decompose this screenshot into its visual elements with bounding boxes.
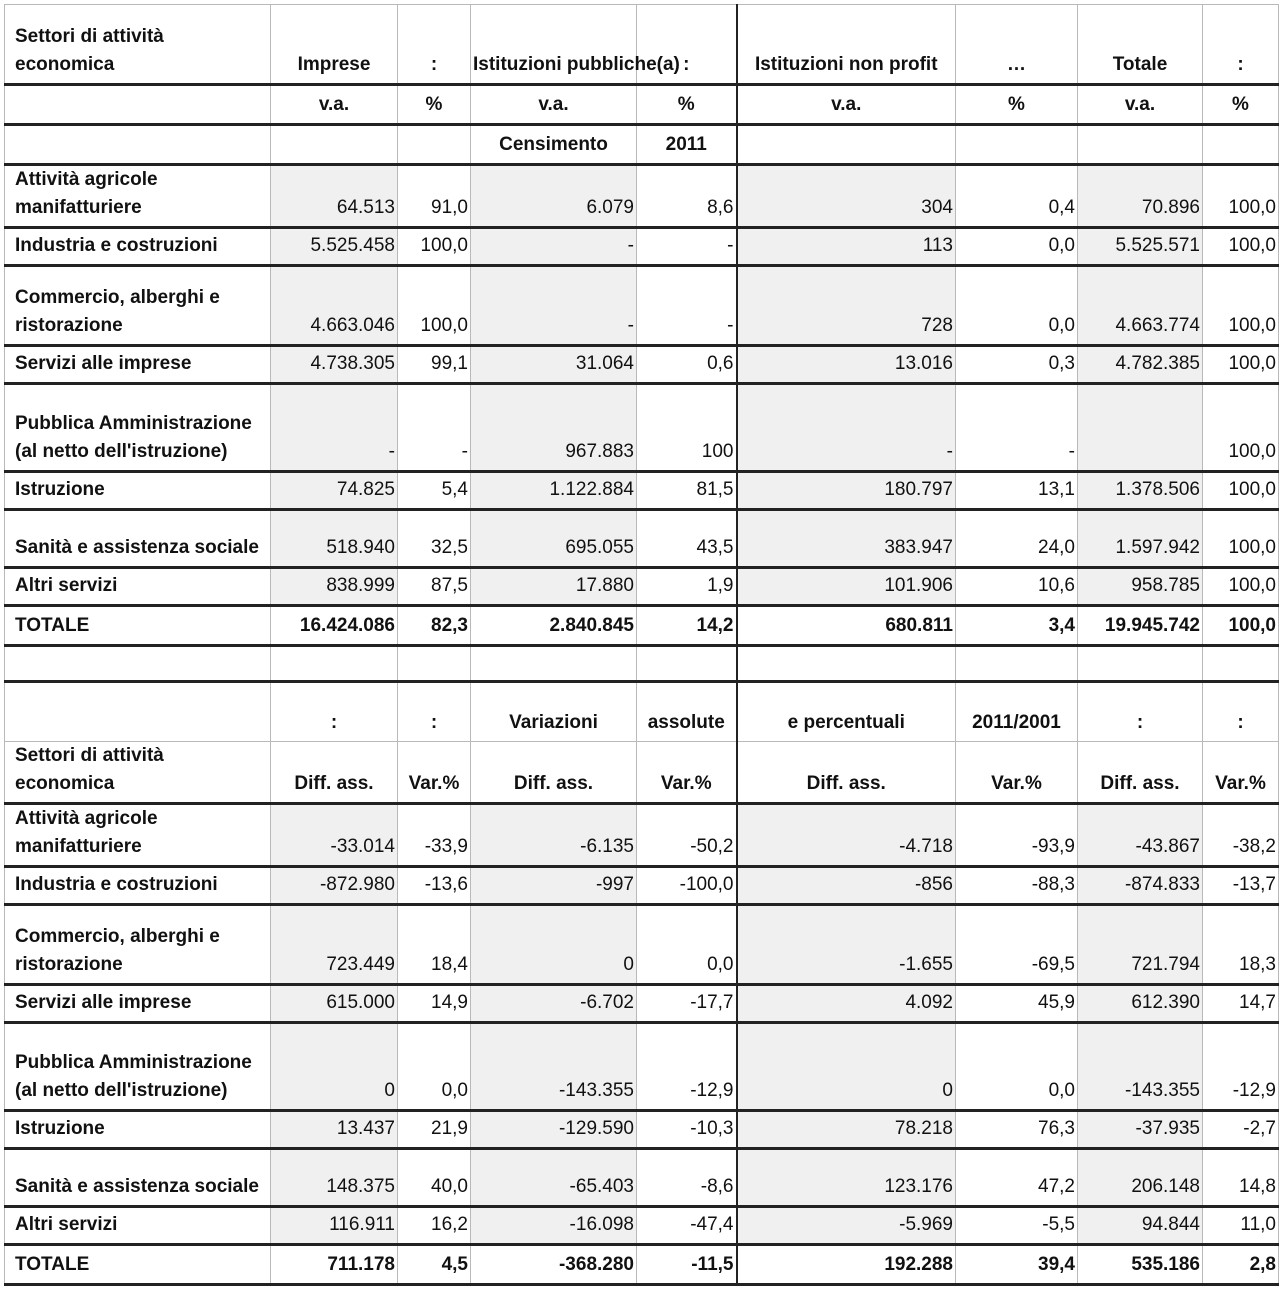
header-cell: % <box>637 85 737 125</box>
value-cell: 100,0 <box>398 228 471 266</box>
value-cell: -17,7 <box>637 985 737 1023</box>
value-cell: 721.794 <box>1078 905 1203 985</box>
row-label: Attività agricole manifatturiere <box>5 804 271 867</box>
row-label: Servizi alle imprese <box>5 985 271 1023</box>
value-cell: 94.844 <box>1078 1207 1203 1245</box>
value-cell: -5,5 <box>956 1207 1078 1245</box>
table-row <box>5 165 1279 228</box>
header-label-cell <box>5 125 271 165</box>
table-row <box>5 985 1279 1023</box>
value-cell: -11,5 <box>637 1245 737 1285</box>
value-cell: 13.437 <box>271 1111 398 1149</box>
header-cell: v.a. <box>1078 85 1203 125</box>
value-cell: -50,2 <box>637 804 737 867</box>
header-cell: Imprese <box>271 5 398 85</box>
value-cell: 695.055 <box>471 510 637 568</box>
value-cell: 0 <box>271 1023 398 1111</box>
value-cell: 45,9 <box>956 985 1078 1023</box>
value-cell: -143.355 <box>1078 1023 1203 1111</box>
value-cell: 16.424.086 <box>271 606 398 646</box>
value-cell: 74.825 <box>271 472 398 510</box>
value-cell: 82,3 <box>398 606 471 646</box>
value-cell: 99,1 <box>398 346 471 384</box>
value-cell: -69,5 <box>956 905 1078 985</box>
table-body <box>5 5 1279 1285</box>
header-cell: : <box>1203 5 1279 85</box>
value-cell: -872.980 <box>271 867 398 905</box>
value-cell: 17.880 <box>471 568 637 606</box>
value-cell: 100,0 <box>1203 228 1279 266</box>
value-cell: 304 <box>737 165 956 228</box>
value-cell: 100,0 <box>398 266 471 346</box>
value-cell: 5.525.458 <box>271 228 398 266</box>
empty-cell <box>471 646 637 682</box>
header-cell: Diff. ass. <box>271 742 398 804</box>
row-label: Industria e costruzioni <box>5 228 271 266</box>
value-cell: 0 <box>471 905 637 985</box>
empty-cell <box>1078 646 1203 682</box>
value-cell: 4.782.385 <box>1078 346 1203 384</box>
value-cell: 0,4 <box>956 165 1078 228</box>
value-cell: 16,2 <box>398 1207 471 1245</box>
value-cell: -856 <box>737 867 956 905</box>
header-cell: assolute <box>637 682 737 742</box>
table-row <box>5 905 1279 985</box>
row-label: TOTALE <box>5 606 271 646</box>
value-cell: 0,3 <box>956 346 1078 384</box>
value-cell: -37.935 <box>1078 1111 1203 1149</box>
value-cell: 711.178 <box>271 1245 398 1285</box>
value-cell: 838.999 <box>271 568 398 606</box>
value-cell: 40,0 <box>398 1149 471 1207</box>
value-cell: 91,0 <box>398 165 471 228</box>
value-cell: 100,0 <box>1203 384 1279 472</box>
row-label: Commercio, alberghi e ristorazione <box>5 266 271 346</box>
value-cell: 0 <box>737 1023 956 1111</box>
value-cell <box>1078 384 1203 472</box>
value-cell: 2.840.845 <box>471 606 637 646</box>
value-cell: 383.947 <box>737 510 956 568</box>
value-cell: -16.098 <box>471 1207 637 1245</box>
table-row <box>5 1023 1279 1111</box>
value-cell: 180.797 <box>737 472 956 510</box>
value-cell: 14,8 <box>1203 1149 1279 1207</box>
header-cell <box>956 125 1078 165</box>
value-cell: 3,4 <box>956 606 1078 646</box>
value-cell: 0,0 <box>956 228 1078 266</box>
value-cell: 100,0 <box>1203 346 1279 384</box>
row-label: Pubblica Amministrazione (al netto dell'istruzione) <box>5 384 271 472</box>
total-row <box>5 606 1279 646</box>
value-cell: -12,9 <box>637 1023 737 1111</box>
value-cell: 43,5 <box>637 510 737 568</box>
row-label: Industria e costruzioni <box>5 867 271 905</box>
value-cell: 39,4 <box>956 1245 1078 1285</box>
value-cell: - <box>637 228 737 266</box>
value-cell: -6.135 <box>471 804 637 867</box>
value-cell: -997 <box>471 867 637 905</box>
row-label: Altri servizi <box>5 1207 271 1245</box>
value-cell: 14,2 <box>637 606 737 646</box>
row-label: Istruzione <box>5 472 271 510</box>
value-cell: 19.945.742 <box>1078 606 1203 646</box>
value-cell: 206.148 <box>1078 1149 1203 1207</box>
header-cell: % <box>398 85 471 125</box>
value-cell: 680.811 <box>737 606 956 646</box>
value-cell: 5,4 <box>398 472 471 510</box>
table-row <box>5 472 1279 510</box>
value-cell: 4,5 <box>398 1245 471 1285</box>
header-cell: Var.% <box>956 742 1078 804</box>
value-cell: 100 <box>637 384 737 472</box>
header-cell: 2011/2001 <box>956 682 1078 742</box>
value-cell: 100,0 <box>1203 606 1279 646</box>
value-cell: 0,0 <box>637 905 737 985</box>
value-cell: 76,3 <box>956 1111 1078 1149</box>
header-cell: 2011 <box>637 125 737 165</box>
header-cell: Diff. ass. <box>1078 742 1203 804</box>
value-cell: 1.597.942 <box>1078 510 1203 568</box>
value-cell: 1.378.506 <box>1078 472 1203 510</box>
value-cell: 24,0 <box>956 510 1078 568</box>
row-label: Pubblica Amministrazione (al netto dell'istruzione) <box>5 1023 271 1111</box>
value-cell: 13,1 <box>956 472 1078 510</box>
value-cell: -100,0 <box>637 867 737 905</box>
value-cell: -10,3 <box>637 1111 737 1149</box>
value-cell: -143.355 <box>471 1023 637 1111</box>
header-cell <box>1078 125 1203 165</box>
table-row <box>5 1111 1279 1149</box>
header-row <box>5 742 1279 804</box>
table-row <box>5 1207 1279 1245</box>
value-cell: 101.906 <box>737 568 956 606</box>
header-cell: % <box>1203 85 1279 125</box>
value-cell: 100,0 <box>1203 165 1279 228</box>
value-cell: 4.738.305 <box>271 346 398 384</box>
header-cell: : <box>398 5 471 85</box>
header-row <box>5 125 1279 165</box>
value-cell: 0,6 <box>637 346 737 384</box>
header-label-cell: Settori di attività economica <box>5 5 271 85</box>
row-label: Sanità e assistenza sociale <box>5 510 271 568</box>
header-cell: % <box>956 85 1078 125</box>
header-cell: v.a. <box>271 85 398 125</box>
value-cell: 64.513 <box>271 165 398 228</box>
value-cell: 18,3 <box>1203 905 1279 985</box>
header-cell: Var.% <box>1203 742 1279 804</box>
header-row <box>5 5 1279 85</box>
value-cell: -33,9 <box>398 804 471 867</box>
header-cell <box>1203 125 1279 165</box>
table-row <box>5 228 1279 266</box>
value-cell: -8,6 <box>637 1149 737 1207</box>
value-cell: 967.883 <box>471 384 637 472</box>
header-cell: Totale <box>1078 5 1203 85</box>
value-cell: 728 <box>737 266 956 346</box>
value-cell: 518.940 <box>271 510 398 568</box>
empty-cell <box>956 646 1078 682</box>
value-cell: 148.375 <box>271 1149 398 1207</box>
header-cell: Censimento <box>471 125 637 165</box>
value-cell: 10,6 <box>956 568 1078 606</box>
header-cell: : <box>271 682 398 742</box>
value-cell: 2,8 <box>1203 1245 1279 1285</box>
value-cell: - <box>637 266 737 346</box>
value-cell: -2,7 <box>1203 1111 1279 1149</box>
header-cell: Diff. ass. <box>471 742 637 804</box>
value-cell: 6.079 <box>471 165 637 228</box>
value-cell: -33.014 <box>271 804 398 867</box>
total-row <box>5 1245 1279 1285</box>
row-label: Commercio, alberghi e ristorazione <box>5 905 271 985</box>
value-cell: - <box>737 384 956 472</box>
value-cell: 81,5 <box>637 472 737 510</box>
value-cell: 1,9 <box>637 568 737 606</box>
header-cell: : <box>637 5 737 85</box>
value-cell: 113 <box>737 228 956 266</box>
header-row <box>5 85 1279 125</box>
value-cell: 100,0 <box>1203 568 1279 606</box>
header-label-cell: Settori di attività economica <box>5 742 271 804</box>
value-cell: - <box>398 384 471 472</box>
value-cell: 958.785 <box>1078 568 1203 606</box>
value-cell: 100,0 <box>1203 510 1279 568</box>
empty-cell <box>398 646 471 682</box>
empty-cell <box>737 646 956 682</box>
table-row <box>5 568 1279 606</box>
value-cell: -368.280 <box>471 1245 637 1285</box>
value-cell: 13.016 <box>737 346 956 384</box>
header-label-cell <box>5 682 271 742</box>
table-row <box>5 867 1279 905</box>
header-cell: … <box>956 5 1078 85</box>
table-row <box>5 384 1279 472</box>
header-cell: Var.% <box>637 742 737 804</box>
value-cell: 11,0 <box>1203 1207 1279 1245</box>
value-cell: -129.590 <box>471 1111 637 1149</box>
value-cell: 31.064 <box>471 346 637 384</box>
value-cell: 615.000 <box>271 985 398 1023</box>
value-cell: 70.896 <box>1078 165 1203 228</box>
value-cell: 0,0 <box>956 266 1078 346</box>
value-cell: - <box>471 266 637 346</box>
header-cell: : <box>1078 682 1203 742</box>
header-cell: v.a. <box>737 85 956 125</box>
row-label: Istruzione <box>5 1111 271 1149</box>
empty-cell <box>1203 646 1279 682</box>
header-cell: Var.% <box>398 742 471 804</box>
table-row <box>5 266 1279 346</box>
empty-cell <box>637 646 737 682</box>
value-cell: 87,5 <box>398 568 471 606</box>
value-cell: -47,4 <box>637 1207 737 1245</box>
value-cell: -4.718 <box>737 804 956 867</box>
value-cell: 100,0 <box>1203 266 1279 346</box>
header-cell: v.a. <box>471 85 637 125</box>
value-cell: -12,9 <box>1203 1023 1279 1111</box>
row-label: TOTALE <box>5 1245 271 1285</box>
value-cell: 18,4 <box>398 905 471 985</box>
header-cell: : <box>398 682 471 742</box>
spacer-row <box>5 646 1279 682</box>
header-cell: Diff. ass. <box>737 742 956 804</box>
value-cell: -88,3 <box>956 867 1078 905</box>
value-cell: -43.867 <box>1078 804 1203 867</box>
value-cell: - <box>271 384 398 472</box>
table-row <box>5 346 1279 384</box>
header-label-cell <box>5 85 271 125</box>
header-cell <box>271 125 398 165</box>
header-cell: : <box>1203 682 1279 742</box>
header-cell <box>737 125 956 165</box>
value-cell: 0,0 <box>398 1023 471 1111</box>
value-cell: 32,5 <box>398 510 471 568</box>
row-label: Sanità e assistenza sociale <box>5 1149 271 1207</box>
header-cell: Istituzioni non profit <box>737 5 956 85</box>
statistics-table <box>4 4 1279 1286</box>
value-cell: 123.176 <box>737 1149 956 1207</box>
value-cell: -93,9 <box>956 804 1078 867</box>
value-cell: 535.186 <box>1078 1245 1203 1285</box>
value-cell: -874.833 <box>1078 867 1203 905</box>
row-label: Altri servizi <box>5 568 271 606</box>
value-cell: 1.122.884 <box>471 472 637 510</box>
value-cell: 8,6 <box>637 165 737 228</box>
value-cell: 14,9 <box>398 985 471 1023</box>
value-cell: - <box>471 228 637 266</box>
header-cell: Variazioni <box>471 682 637 742</box>
value-cell: 612.390 <box>1078 985 1203 1023</box>
value-cell: 100,0 <box>1203 472 1279 510</box>
header-row <box>5 682 1279 742</box>
value-cell: -1.655 <box>737 905 956 985</box>
value-cell: -6.702 <box>471 985 637 1023</box>
empty-cell <box>271 646 398 682</box>
value-cell: 47,2 <box>956 1149 1078 1207</box>
table-row <box>5 804 1279 867</box>
value-cell: 5.525.571 <box>1078 228 1203 266</box>
header-cell <box>398 125 471 165</box>
header-cell: e percentuali <box>737 682 956 742</box>
value-cell: -13,6 <box>398 867 471 905</box>
value-cell: -65.403 <box>471 1149 637 1207</box>
value-cell: -38,2 <box>1203 804 1279 867</box>
table-row <box>5 1149 1279 1207</box>
value-cell: 192.288 <box>737 1245 956 1285</box>
value-cell: 723.449 <box>271 905 398 985</box>
value-cell: 4.092 <box>737 985 956 1023</box>
value-cell: -13,7 <box>1203 867 1279 905</box>
value-cell: 78.218 <box>737 1111 956 1149</box>
empty-cell <box>5 646 271 682</box>
value-cell: 4.663.774 <box>1078 266 1203 346</box>
table-row <box>5 510 1279 568</box>
value-cell: 14,7 <box>1203 985 1279 1023</box>
value-cell: 4.663.046 <box>271 266 398 346</box>
value-cell: 116.911 <box>271 1207 398 1245</box>
header-cell: Istituzioni pubbliche(a) <box>471 5 637 85</box>
row-label: Attività agricole manifatturiere <box>5 165 271 228</box>
value-cell: 0,0 <box>956 1023 1078 1111</box>
value-cell: - <box>956 384 1078 472</box>
row-label: Servizi alle imprese <box>5 346 271 384</box>
value-cell: 21,9 <box>398 1111 471 1149</box>
value-cell: -5.969 <box>737 1207 956 1245</box>
